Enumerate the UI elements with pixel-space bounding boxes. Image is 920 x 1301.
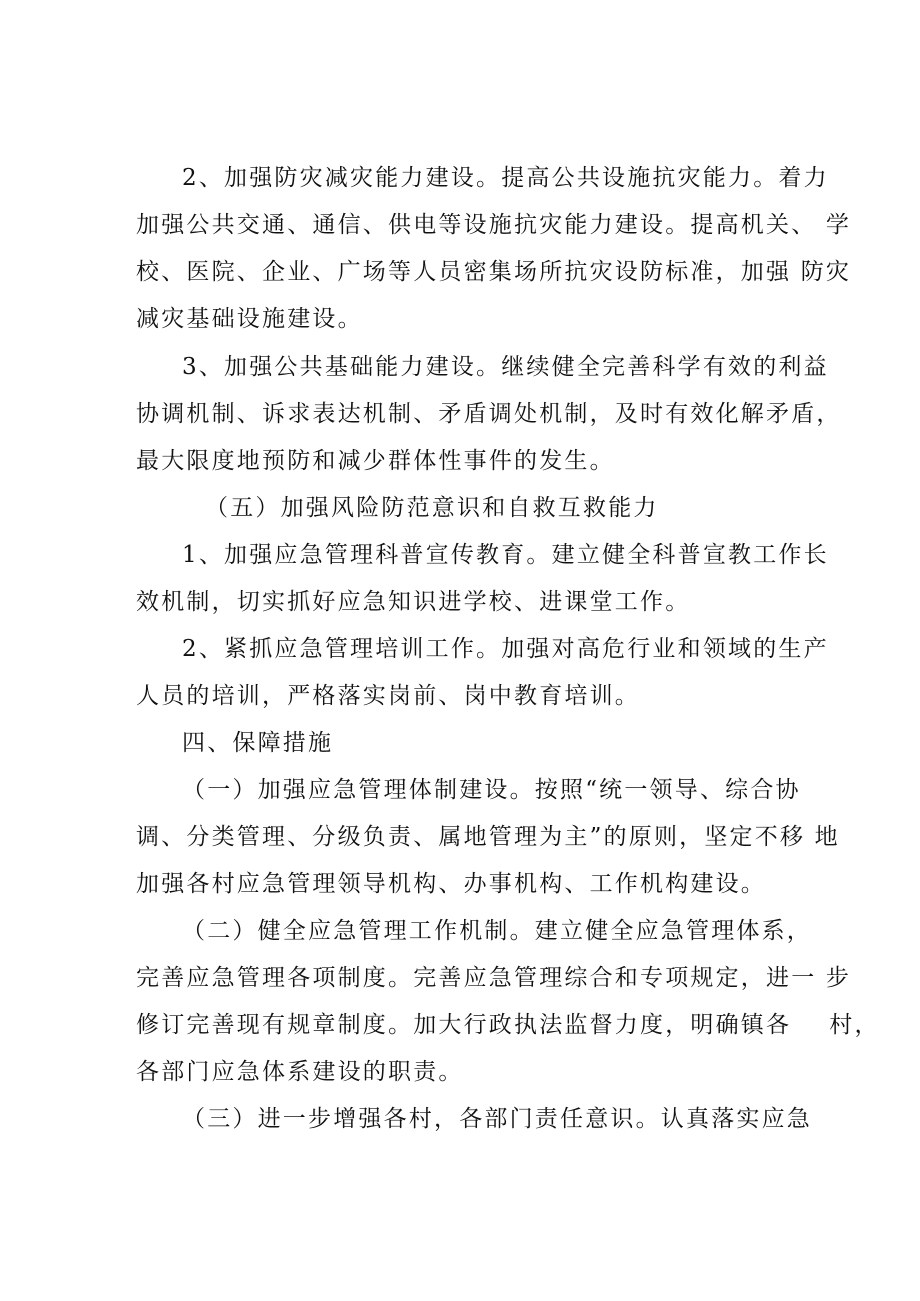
paragraph-2-line-2: 加强公共交通、通信、供电等设施抗灾能力建设。提高机关、 学	[136, 212, 852, 238]
item-2-line-1: 2、紧抓应急管理培训工作。加强对高危行业和领域的生产	[182, 636, 829, 662]
measure-2-line-2: 完善应急管理各项制度。完善应急管理综合和专项规定，进一 步	[136, 965, 852, 991]
item-2-line-2: 人员的培训，严格落实岗前、岗中教育培训。	[136, 683, 640, 709]
measure-2-line-1: （二）健全应急管理工作机制。建立健全应急管理体系，	[182, 918, 812, 944]
measure-2-line-3: 修订完善现有规章制度。加大行政执法监督力度，明确镇各 村，	[136, 1012, 880, 1038]
section-heading-5: （五）加强风险防范意识和自救互救能力	[205, 495, 659, 521]
chapter-heading-4: 四、保障措施	[182, 730, 334, 756]
paragraph-3-line-3: 最大限度地预防和减少群体性事件的发生。	[136, 448, 615, 474]
paragraph-3-line-1: 3、加强公共基础能力建设。继续健全完善科学有效的利益	[182, 354, 829, 380]
paragraph-2-line-1: 2、加强防灾减灾能力建设。提高公共设施抗灾能力。着力	[182, 165, 829, 191]
item-1-line-1: 1、加强应急管理科普宣传教育。建立健全科普宣教工作长	[182, 542, 829, 568]
paragraph-2-line-3: 校、医院、企业、广场等人员密集场所抗灾设防标准，加强 防灾	[136, 259, 852, 285]
measure-1-line-3: 加强各村应急管理领导机构、办事机构、工作机构建设。	[136, 871, 766, 897]
measure-1-line-1: （一）加强应急管理体制建设。按照“统一领导、综合协	[182, 777, 801, 803]
measure-1-line-2: 调、分类管理、分级负责、属地管理为主”的原则，坚定不移 地	[136, 824, 840, 850]
item-1-line-2: 效机制，切实抓好应急知识进学校、进课堂工作。	[136, 589, 691, 615]
paragraph-3-line-2: 协调机制、诉求表达机制、矛盾调处机制，及时有效化解矛盾，	[136, 401, 842, 427]
measure-2-line-4: 各部门应急体系建设的职责。	[136, 1059, 464, 1085]
measure-3-line-1: （三）进一步增强各村，各部门责任意识。认真落实应急	[182, 1106, 812, 1132]
paragraph-2-line-4: 减灾基础设施建设。	[136, 306, 363, 332]
